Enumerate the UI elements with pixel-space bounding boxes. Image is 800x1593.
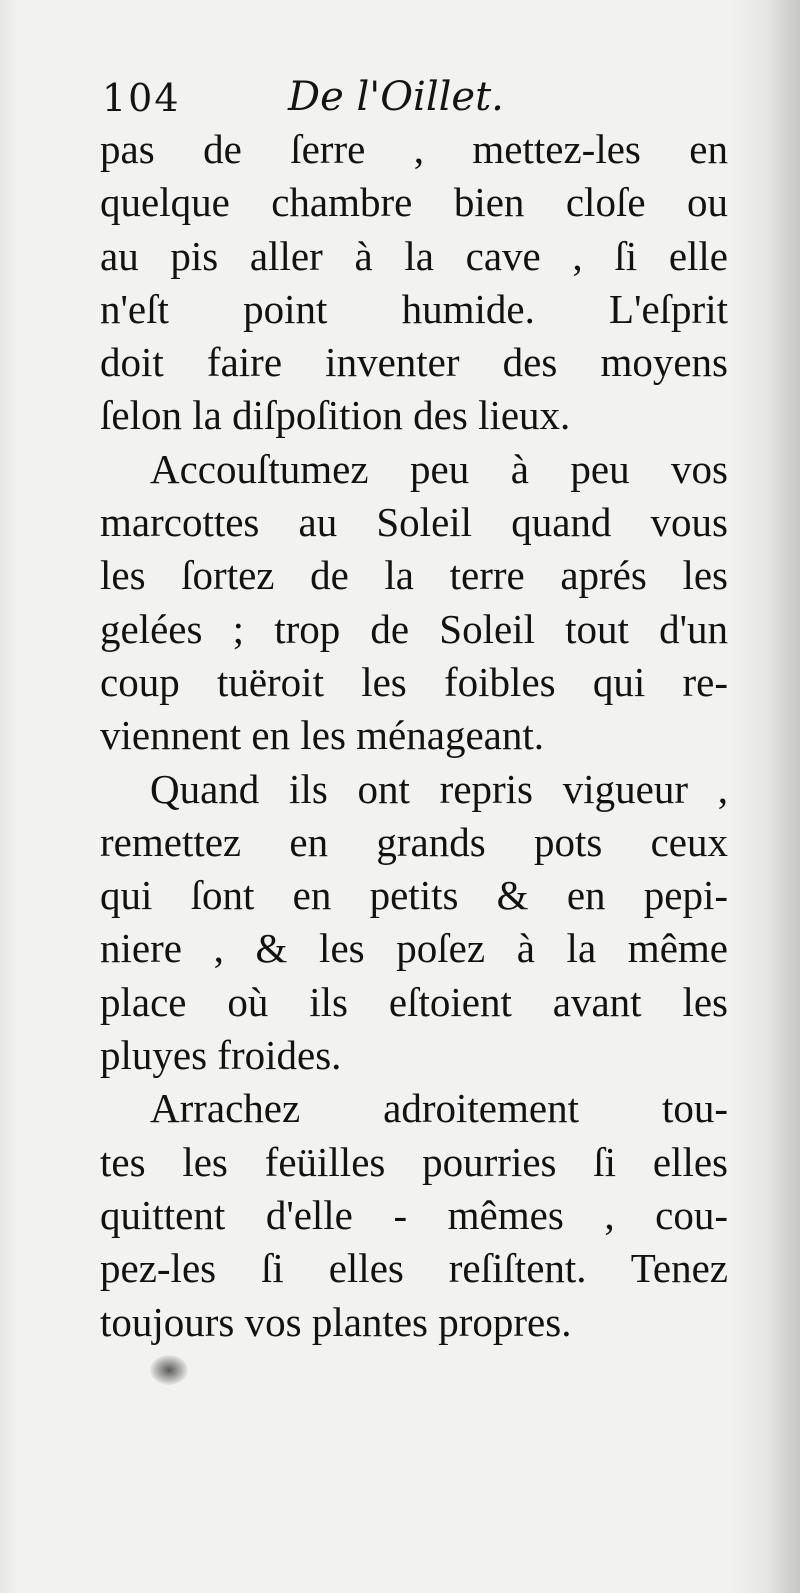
text-line: pas de ſerre , mettez-les en (100, 126, 728, 172)
paragraph-1 (100, 123, 728, 443)
text-line: gelées ; trop de Soleil tout d'un (100, 605, 728, 652)
text-line: au pis aller à la cave , ſi elle (100, 232, 728, 279)
text-line: qui ſont en petits & en pepi- (100, 872, 728, 919)
paragraph-2 (100, 443, 728, 763)
text-line: ſelon la diſpoſition des lieux. (100, 392, 571, 439)
text-line: doit faire inventer des moyens (100, 339, 728, 386)
running-title: De l'Oillet. (288, 74, 504, 120)
text-line: marcottes au Soleil quand vous (100, 499, 728, 546)
text-line: n'eſt point humide. L'eſprit (100, 285, 728, 332)
text-line: les ſortez de la terre aprés les (100, 552, 728, 599)
text-line: place où ils eſtoient avant les (100, 978, 728, 1025)
text-line: niere , & les poſez à la même (100, 925, 728, 972)
text-line: toujours vos plantes propres. (100, 1298, 572, 1345)
text-line: quittent d'elle - mêmes , cou- (100, 1191, 728, 1238)
paragraph-4 (100, 1082, 728, 1348)
body-text (100, 123, 728, 1349)
page-number: 104 (102, 76, 181, 120)
page-edge-shadow (730, 0, 800, 1593)
paragraph-3 (100, 763, 728, 1083)
text-line: remettez en grands pots ceux (100, 818, 728, 865)
text-line: Quand ils ont repris vigueur , (150, 765, 728, 812)
text-line: Accouſtumez peu à peu vos (150, 445, 728, 492)
text-line: Arrachez adroitement tou- (150, 1085, 728, 1132)
text-line: tes les feüilles pourries ſi elles (100, 1138, 728, 1185)
text-line: pluyes froides. (100, 1032, 342, 1079)
page-gutter-shadow (0, 0, 18, 1593)
ink-blot (150, 1355, 188, 1385)
text-line: coup tuëroit les foibles qui re- (100, 658, 728, 705)
text-line: pez-les ſi elles reſiſtent. Tenez (100, 1245, 728, 1292)
text-line: viennent en les ménageant. (100, 712, 544, 759)
text-line: quelque chambre bien cloſe ou (100, 179, 728, 226)
